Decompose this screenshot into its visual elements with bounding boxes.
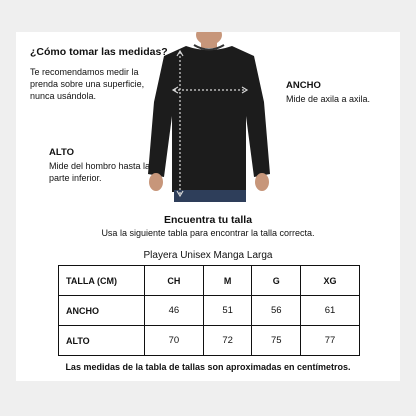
table-cell: 46 [145, 296, 204, 326]
product-name: Playera Unisex Manga Larga [143, 250, 273, 261]
ancho-title: ANCHO [286, 80, 321, 91]
how-to-measure-title: ¿Cómo tomar las medidas? [30, 46, 168, 58]
size-table [58, 265, 360, 356]
alto-text: Mide del hombro hasta la parte inferior. [49, 161, 151, 183]
row-label: ALTO [59, 326, 145, 356]
table-cell: 77 [301, 326, 360, 356]
ancho-text: Mide de axila a axila. [286, 94, 371, 104]
table-row [59, 296, 360, 326]
size-header-cell: M [203, 266, 252, 296]
measurement-note: Las medidas de la tabla de tallas son aproximadas en centímetros. [65, 362, 351, 372]
size-header-cell: XG [301, 266, 360, 296]
model-neck [201, 38, 217, 48]
size-header-cell: G [252, 266, 301, 296]
row-label: ANCHO [59, 296, 145, 326]
find-size-title: Encuentra tu talla [163, 214, 253, 226]
table-row [59, 326, 360, 356]
size-guide-card [16, 32, 400, 381]
alto-title: ALTO [49, 147, 74, 158]
model-right-hand [255, 173, 269, 191]
table-cell: 72 [203, 326, 252, 356]
table-cell: 56 [252, 296, 301, 326]
table-cell: 61 [301, 296, 360, 326]
how-to-measure-text: Te recomendamos medir la prenda sobre una superficie, nunca usándola. [30, 67, 145, 101]
table-cell: 51 [203, 296, 252, 326]
table-cell: 75 [252, 326, 301, 356]
size-header-cell: TALLA (CM) [59, 266, 145, 296]
size-table-header-row [59, 266, 360, 296]
table-cell: 70 [145, 326, 204, 356]
model-jeans [174, 190, 246, 202]
find-size-subtitle: Usa la siguiente tabla para encontrar la talla correcta. [101, 228, 315, 238]
size-header-cell: CH [145, 266, 204, 296]
